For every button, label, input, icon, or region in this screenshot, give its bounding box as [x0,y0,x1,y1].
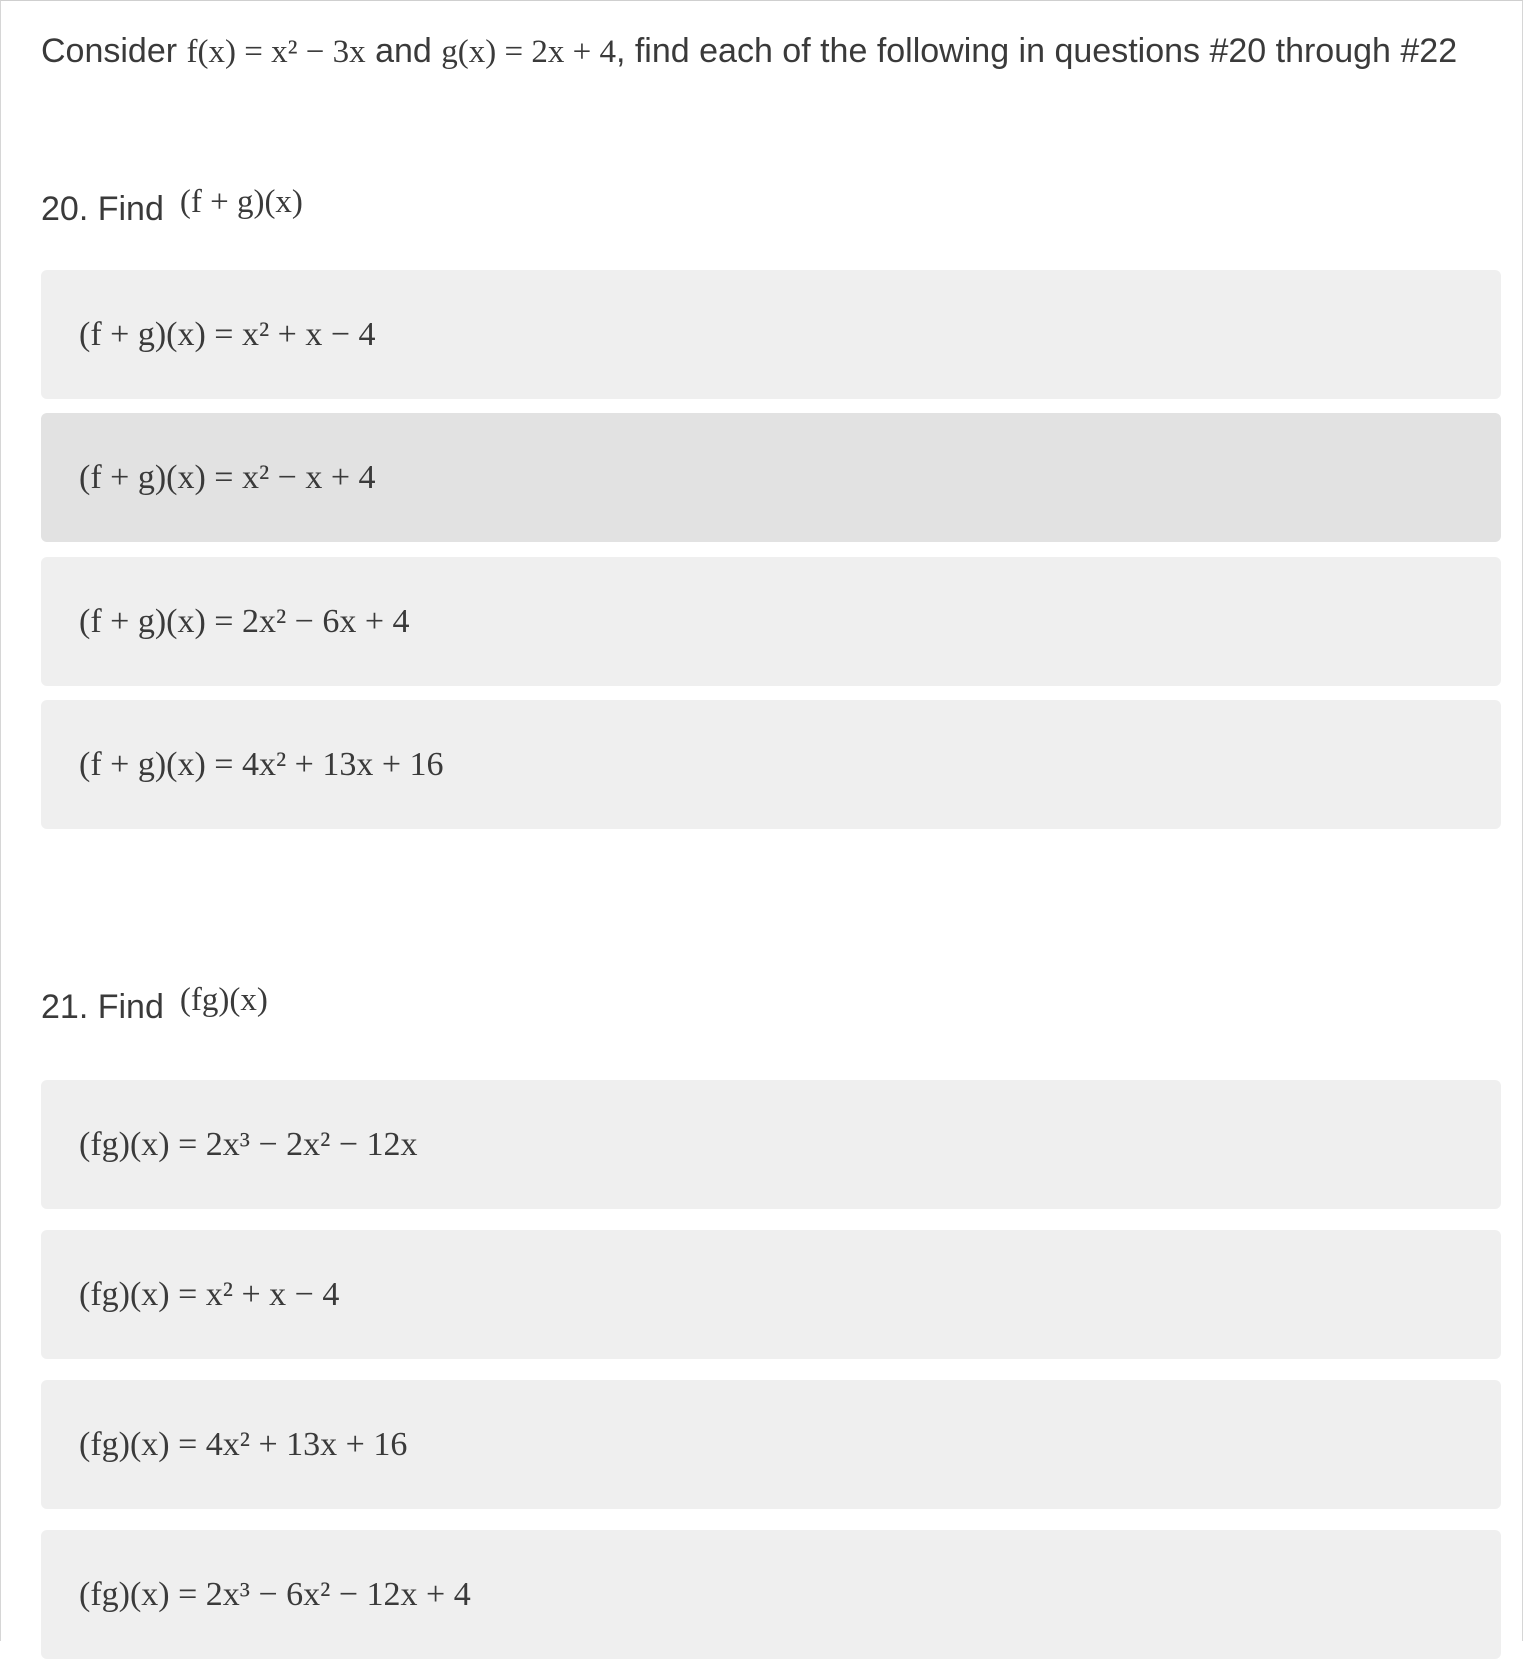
intro-text [41,24,1481,79]
intro-suffix: , find each of the following in questions #20 through #22 [615,32,1458,70]
q20-option-3[interactable] [41,557,1501,686]
q21-option-2[interactable] [41,1230,1501,1359]
q21-option-1[interactable] [41,1080,1501,1209]
option-label: (f + g)(x) = x² + x − 4 [79,315,376,353]
intro-prefix: Consider [41,32,178,70]
option-label: (fg)(x) = 2x³ − 2x² − 12x [79,1125,418,1163]
q21-option-4[interactable] [41,1530,1501,1659]
question-21-title [41,982,268,1027]
option-label: (f + g)(x) = 2x² − 6x + 4 [79,602,410,640]
option-label: (fg)(x) = 4x² + 13x + 16 [79,1425,408,1463]
question-number: 21. Find [41,988,164,1026]
question-number: 20. Find [41,190,164,228]
g-definition: g(x) = 2x + 4 [441,34,616,70]
option-label: (fg)(x) = 2x³ − 6x² − 12x + 4 [79,1575,471,1613]
question-expression: (f + g)(x) [179,184,303,220]
intro-mid: and [375,32,432,70]
option-label: (f + g)(x) = 4x² + 13x + 16 [79,745,444,783]
option-label: (fg)(x) = x² + x − 4 [79,1275,340,1313]
f-definition: f(x) = x² − 3x [186,34,366,70]
q20-option-4[interactable] [41,700,1501,829]
question-expression: (fg)(x) [179,982,268,1018]
option-label: (f + g)(x) = x² − x + 4 [79,458,376,496]
question-20-title [41,184,303,229]
q21-option-3[interactable] [41,1380,1501,1509]
q20-option-1[interactable] [41,270,1501,399]
q20-option-2[interactable] [41,413,1501,542]
